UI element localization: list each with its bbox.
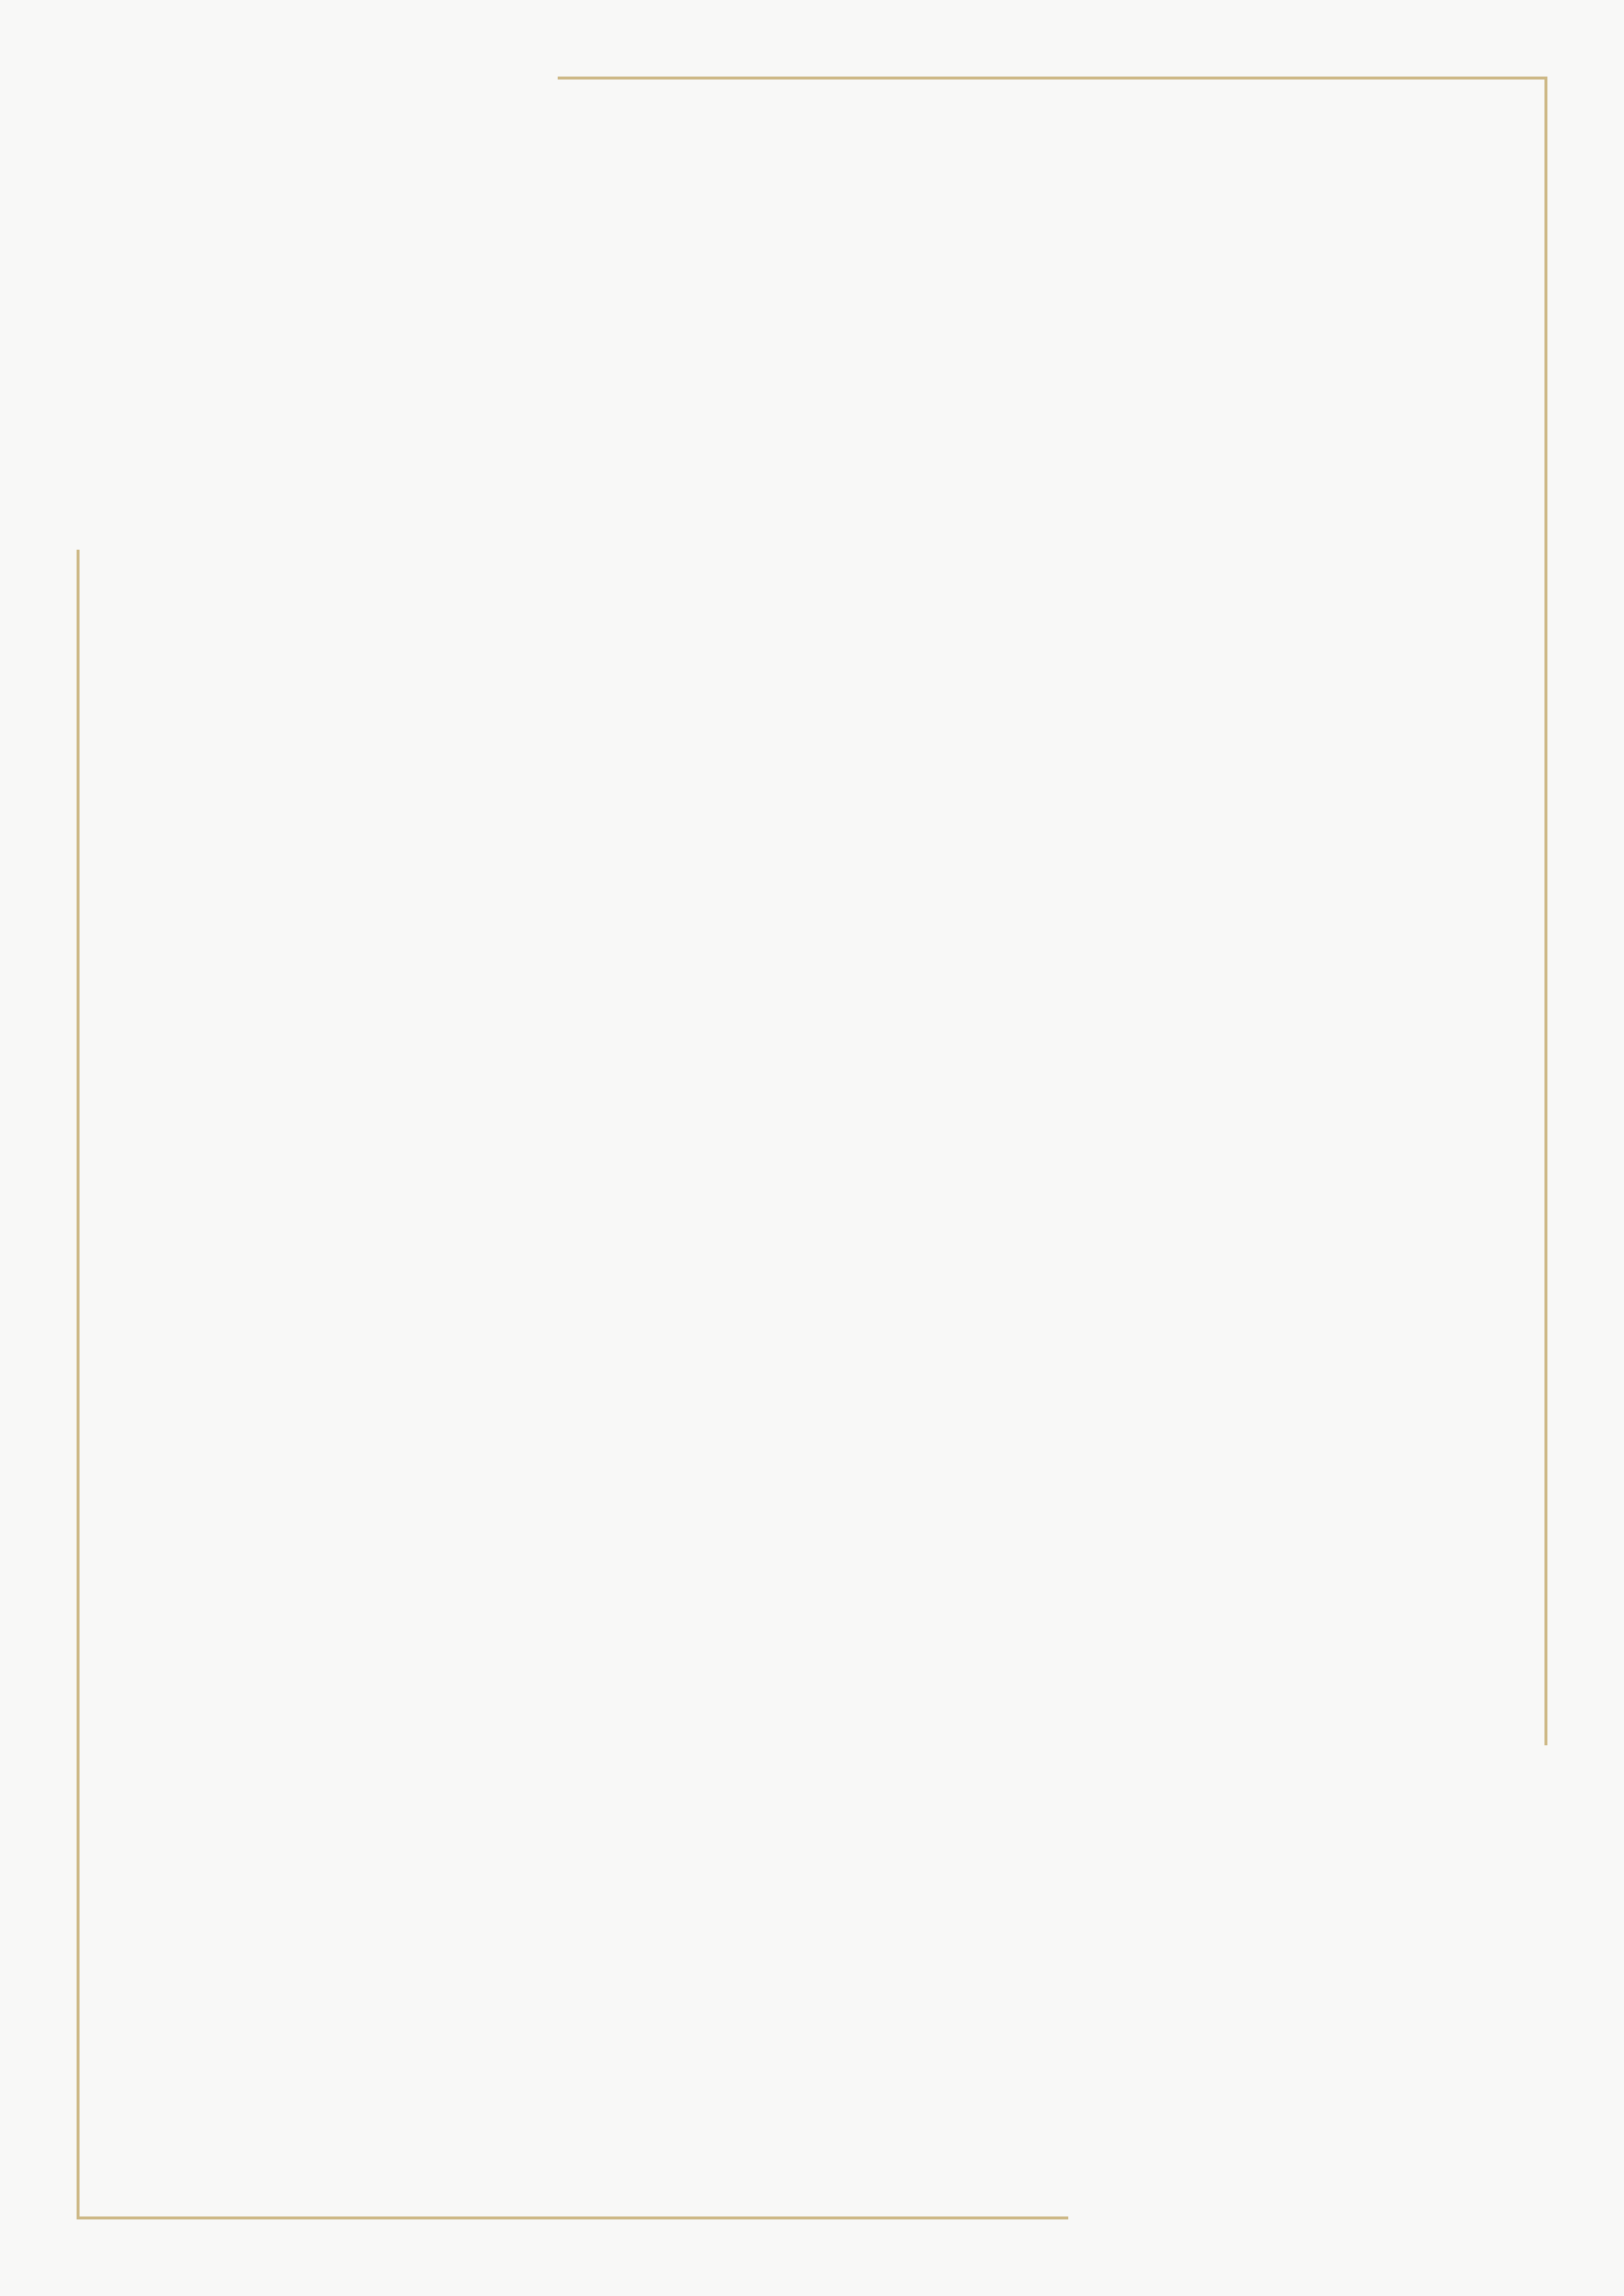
- frame-bottom-line: [77, 2216, 1068, 2219]
- frame-left-line: [77, 550, 80, 2218]
- frame-top-line: [558, 77, 1547, 80]
- frame-right-line: [1544, 77, 1547, 1745]
- fan-ornament-top-left: [77, 75, 518, 516]
- fan-ornament-bottom-right: [1106, 1777, 1547, 2218]
